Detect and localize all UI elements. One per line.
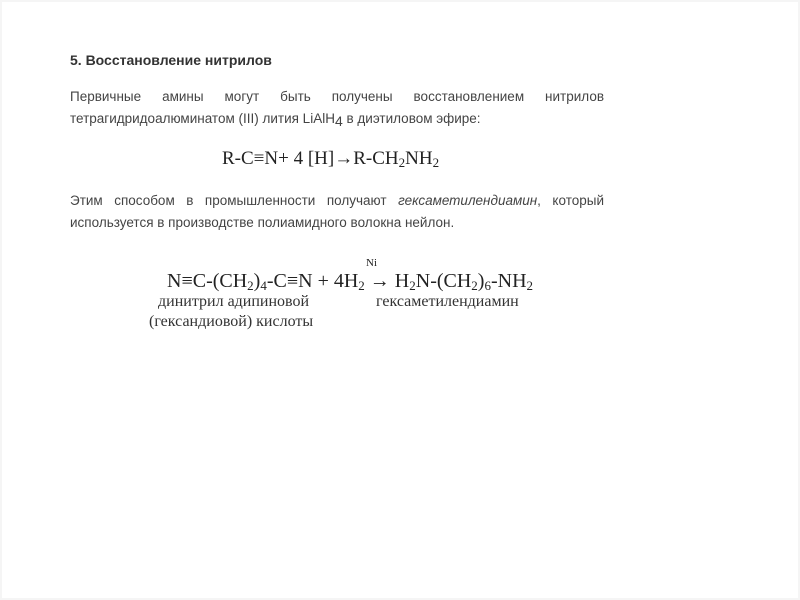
equation-rhs-sub2: 2 [432,155,440,170]
equation-rhs-prefix: R-CH [353,148,399,169]
product-label: гексаметилендиамин [376,293,519,310]
paragraph-intro-suffix: в диэтиловом эфире: [342,111,481,126]
eq2-arrow: → [369,270,390,292]
eq2-part2: ) [253,270,261,292]
paragraph-industry-italic: гексаметилендиамин [398,193,538,208]
hexamethylenediamine-equation [167,270,533,294]
reduction-equation [222,148,439,171]
eq2-sub7: 2 [526,278,534,293]
paragraph-industry [70,190,604,234]
eq2-sub6: 6 [484,278,491,293]
eq2-part3: -C≡N + 4H [266,270,359,292]
eq2-sub5: 2 [471,278,478,293]
equation-rhs-suffix: NH [405,148,433,169]
paragraph-intro [70,86,604,132]
equation-lhs: R-C≡N+ 4 [H] [222,148,335,169]
catalyst-label: Ni [366,257,377,269]
paragraph-industry-suffix: , который используется в производстве полиамидного волокна нейлон. [70,193,604,230]
section-heading: 5. Восстановление нитрилов [70,52,272,68]
equation-rhs-sub: 2 [398,155,406,170]
formula-subscript: 4 [334,113,343,129]
eq2-part6: ) [477,270,485,292]
eq2-part7: -NH [490,270,527,292]
eq2-sub4: 2 [409,278,416,293]
eq2-part4: H [394,270,410,292]
eq2-sub2: 4 [260,278,267,293]
eq2-sub1: 2 [247,278,254,293]
paragraph-industry-prefix: Этим способом в промышленности получают [70,193,399,208]
reactant-label-line2: (гександиовой) кислоты [149,313,314,330]
reactant-label-line1: динитрил адипиновой [158,293,310,310]
eq2-sub3: 2 [358,278,365,293]
paragraph-intro-text: Первичные амины могут быть получены восстановлением нитрилов тетрагидридоалюминатом (III) лития LiAlH [70,89,604,126]
eq2-part5: N-(CH [415,270,472,292]
eq2-part1: N≡C-(CH [167,270,248,292]
reaction-arrow: → [334,148,354,169]
